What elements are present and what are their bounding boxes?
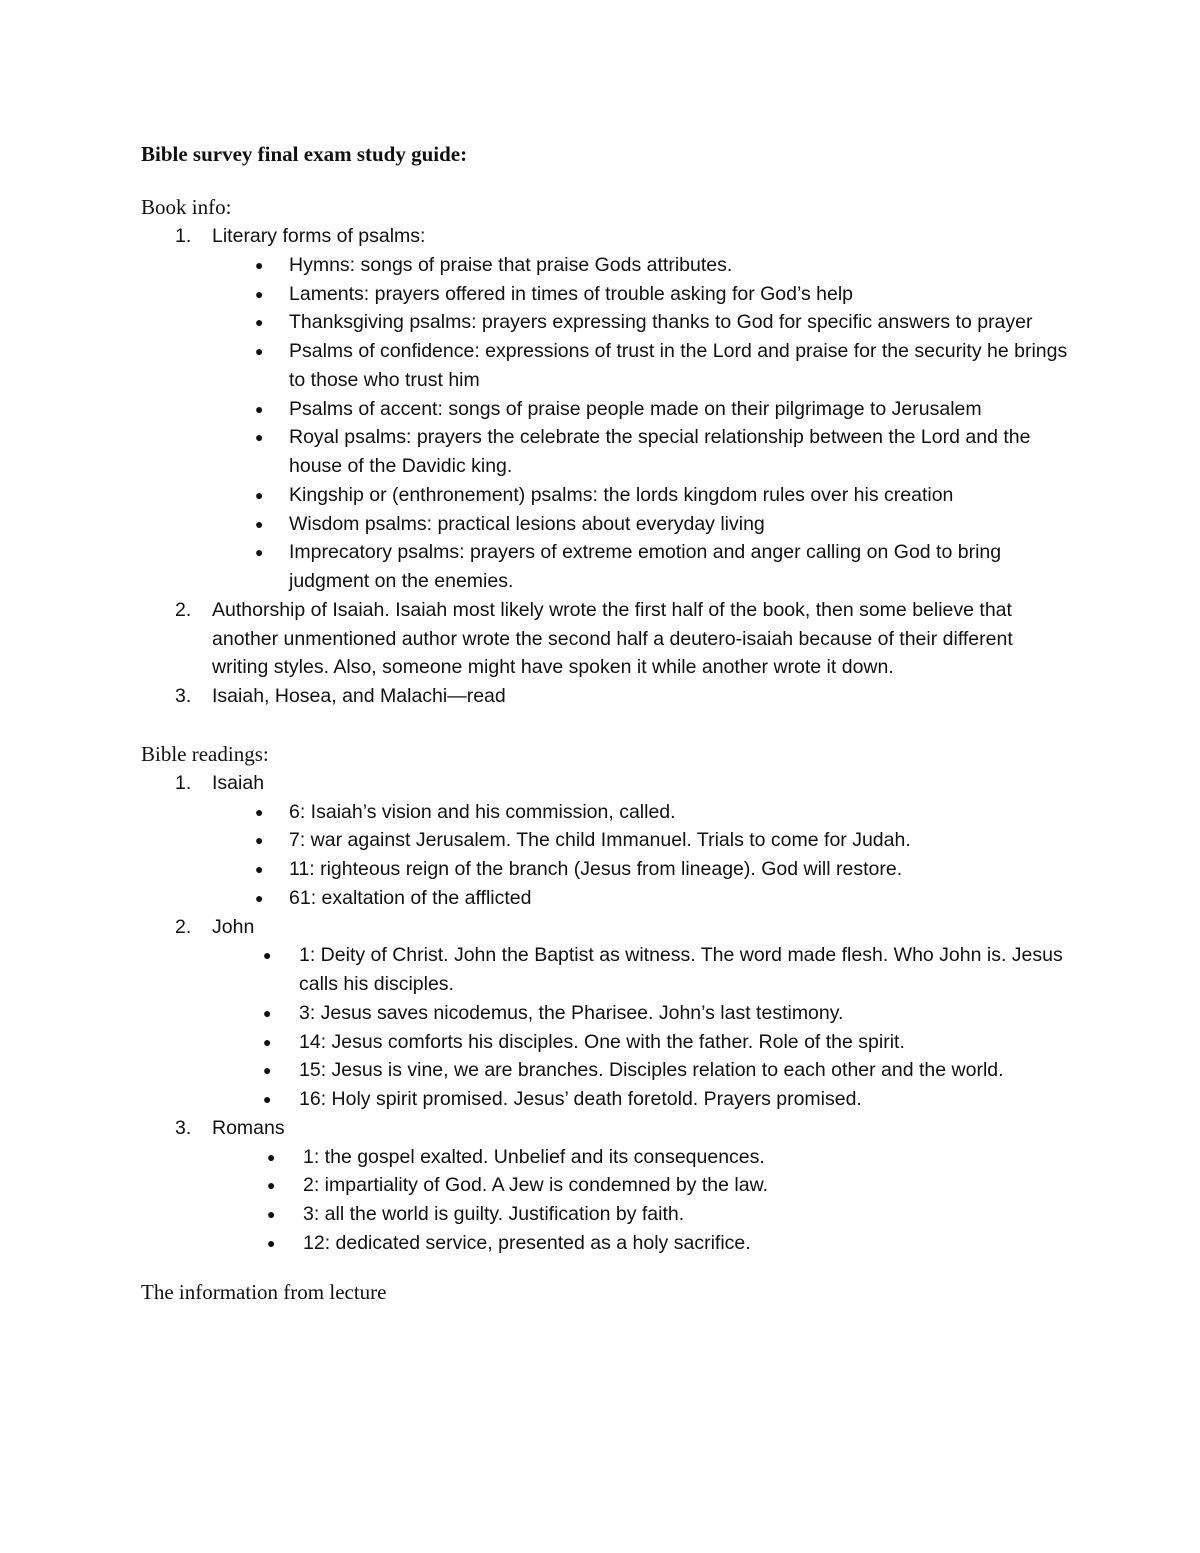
bullet-text: 3: Jesus saves nicodemus, the Pharisee. John’s last testimony.: [299, 1001, 844, 1024]
bullet-list-romans: [212, 1143, 1071, 1258]
list-item: [141, 1114, 1071, 1258]
list-item: [141, 682, 1071, 711]
bullet-icon: ●: [255, 515, 264, 532]
list-number: 3.: [175, 685, 192, 707]
list-item-text: Literary forms of psalms:: [212, 225, 426, 247]
bullet-item: [212, 941, 1071, 999]
bullet-item: [212, 884, 1071, 913]
bullet-icon: ●: [255, 889, 264, 906]
bullet-text: Psalms of confidence: expressions of trust in the Lord and praise for the security he brings to those who trust him: [289, 340, 1068, 391]
list-item: [141, 769, 1071, 913]
bullet-item: [212, 395, 1071, 424]
list-number: 1.: [175, 225, 192, 247]
bullet-icon: ●: [255, 256, 264, 273]
list-item-text: Isaiah, Hosea, and Malachi—read: [212, 685, 506, 707]
spacer: [141, 711, 1071, 740]
bullet-icon: ●: [263, 947, 272, 964]
list-number: 1.: [175, 771, 192, 794]
bullet-icon: ●: [255, 861, 264, 877]
bullet-item: [212, 826, 1071, 855]
bullet-icon: ●: [255, 343, 264, 359]
bullet-icon: ●: [263, 1091, 272, 1107]
bullet-item: [212, 481, 1071, 510]
bullet-icon: ●: [267, 1234, 276, 1251]
page-title: Bible survey final exam study guide:: [141, 142, 468, 166]
list-number: 2.: [175, 598, 192, 621]
bullet-text: 12: dedicated service, presented as a holy sacrifice.: [303, 1231, 751, 1254]
list-item: [141, 222, 1071, 596]
bullet-icon: ●: [255, 832, 264, 849]
bullet-icon: ●: [263, 1062, 272, 1079]
bullet-text: Hymns: songs of praise that praise Gods attributes.: [289, 253, 733, 276]
bullet-text: Royal psalms: prayers the celebrate the special relationship between the Lord and the house of the Davidic king.: [289, 426, 1031, 477]
bullet-text: 15: Jesus is vine, we are branches. Disciples relation to each other and the world.: [299, 1059, 1004, 1082]
bullet-item: [212, 251, 1071, 280]
list-number: 3.: [175, 1116, 192, 1139]
bullet-text: 6: Isaiah’s vision and his commission, called.: [289, 800, 676, 823]
bullet-item: [212, 1200, 1071, 1229]
list-item-text: Isaiah: [212, 771, 265, 794]
bullet-list-john: [212, 941, 1071, 1114]
bullet-item: [212, 510, 1071, 539]
bullet-item: [212, 798, 1071, 827]
section-heading-book-info: Book info:: [141, 195, 232, 219]
list-item-text: Romans: [212, 1116, 285, 1139]
bullet-item: [212, 308, 1071, 337]
bullet-icon: ●: [255, 285, 264, 302]
bullet-text: Wisdom psalms: practical lesions about everyday living: [289, 512, 765, 535]
list-item: [141, 913, 1071, 1114]
bullet-item: [212, 1085, 1071, 1114]
bullet-item: [212, 1171, 1071, 1200]
bullet-text: 1: Deity of Christ. John the Baptist as witness. The word made flesh. Who John is. Jesus calls his disciples.: [299, 944, 1063, 995]
bullet-text: Kingship or (enthronement) psalms: the lords kingdom rules over his creation: [289, 483, 954, 506]
bullet-text: Psalms of accent: songs of praise people made on their pilgrimage to Jerusalem: [289, 397, 982, 420]
bullet-icon: ●: [255, 400, 264, 417]
bullet-text: 14: Jesus comforts his disciples. One with the father. Role of the spirit.: [299, 1030, 905, 1053]
document-body: [141, 140, 1071, 1307]
bullet-text: 16: Holy spirit promised. Jesus’ death foretold. Prayers promised.: [299, 1088, 862, 1110]
bullet-text: 1: the gospel exalted. Unbelief and its consequences.: [303, 1145, 765, 1168]
bullet-item: [212, 1229, 1071, 1258]
bullet-list-isaiah: [212, 798, 1071, 913]
bullet-item: [212, 1056, 1071, 1085]
bullet-icon: ●: [255, 486, 264, 503]
bullet-icon: ●: [255, 314, 264, 331]
bible-readings-list: [141, 769, 1071, 1258]
bullet-text: Imprecatory psalms: prayers of extreme emotion and anger calling on God to bring judgment on the enemies.: [289, 541, 1002, 592]
bullet-item: [212, 1028, 1071, 1057]
bullet-list-psalms: [212, 251, 1071, 596]
bullet-item: [212, 999, 1071, 1028]
bullet-icon: ●: [255, 803, 264, 820]
bullet-item: [212, 538, 1071, 596]
bullet-text: 7: war against Jerusalem. The child Immanuel. Trials to come for Judah.: [289, 829, 911, 852]
list-item: [141, 596, 1071, 682]
bullet-icon: ●: [267, 1148, 276, 1165]
bullet-icon: ●: [267, 1177, 276, 1194]
book-info-list: [141, 222, 1071, 711]
bullet-icon: ●: [263, 1033, 272, 1050]
closing-note: The information from lecture: [141, 1279, 387, 1304]
list-number: 2.: [175, 915, 192, 938]
list-item-text: Authorship of Isaiah. Isaiah most likely wrote the first half of the book, then some believe that another unmentioned author wrote the second half a deutero-isaiah because of their different writing styles. Also, someone might have spoken it while another wrote it down.: [212, 598, 1013, 679]
bullet-text: 2: impartiality of God. A Jew is condemned by the law.: [303, 1174, 768, 1197]
bullet-icon: ●: [263, 1004, 272, 1021]
bullet-text: 61: exaltation of the afflicted: [289, 886, 532, 909]
bullet-item: [212, 855, 1071, 884]
section-heading-bible-readings: Bible readings:: [141, 741, 269, 766]
bullet-item: [212, 337, 1071, 395]
bullet-text: Laments: prayers offered in times of trouble asking for God’s help: [289, 282, 853, 305]
bullet-text: 3: all the world is guilty. Justification by faith.: [303, 1203, 685, 1225]
bullet-item: [212, 423, 1071, 481]
bullet-icon: ●: [255, 544, 264, 561]
bullet-icon: ●: [255, 429, 264, 446]
bullet-icon: ●: [267, 1206, 276, 1222]
bullet-text: Thanksgiving psalms: prayers expressing thanks to God for specific answers to prayer: [289, 311, 1033, 334]
list-item-text: John: [212, 915, 255, 938]
bullet-item: [212, 1143, 1071, 1172]
bullet-item: [212, 280, 1071, 309]
bullet-text: 11: righteous reign of the branch (Jesus from lineage). God will restore.: [289, 858, 903, 880]
